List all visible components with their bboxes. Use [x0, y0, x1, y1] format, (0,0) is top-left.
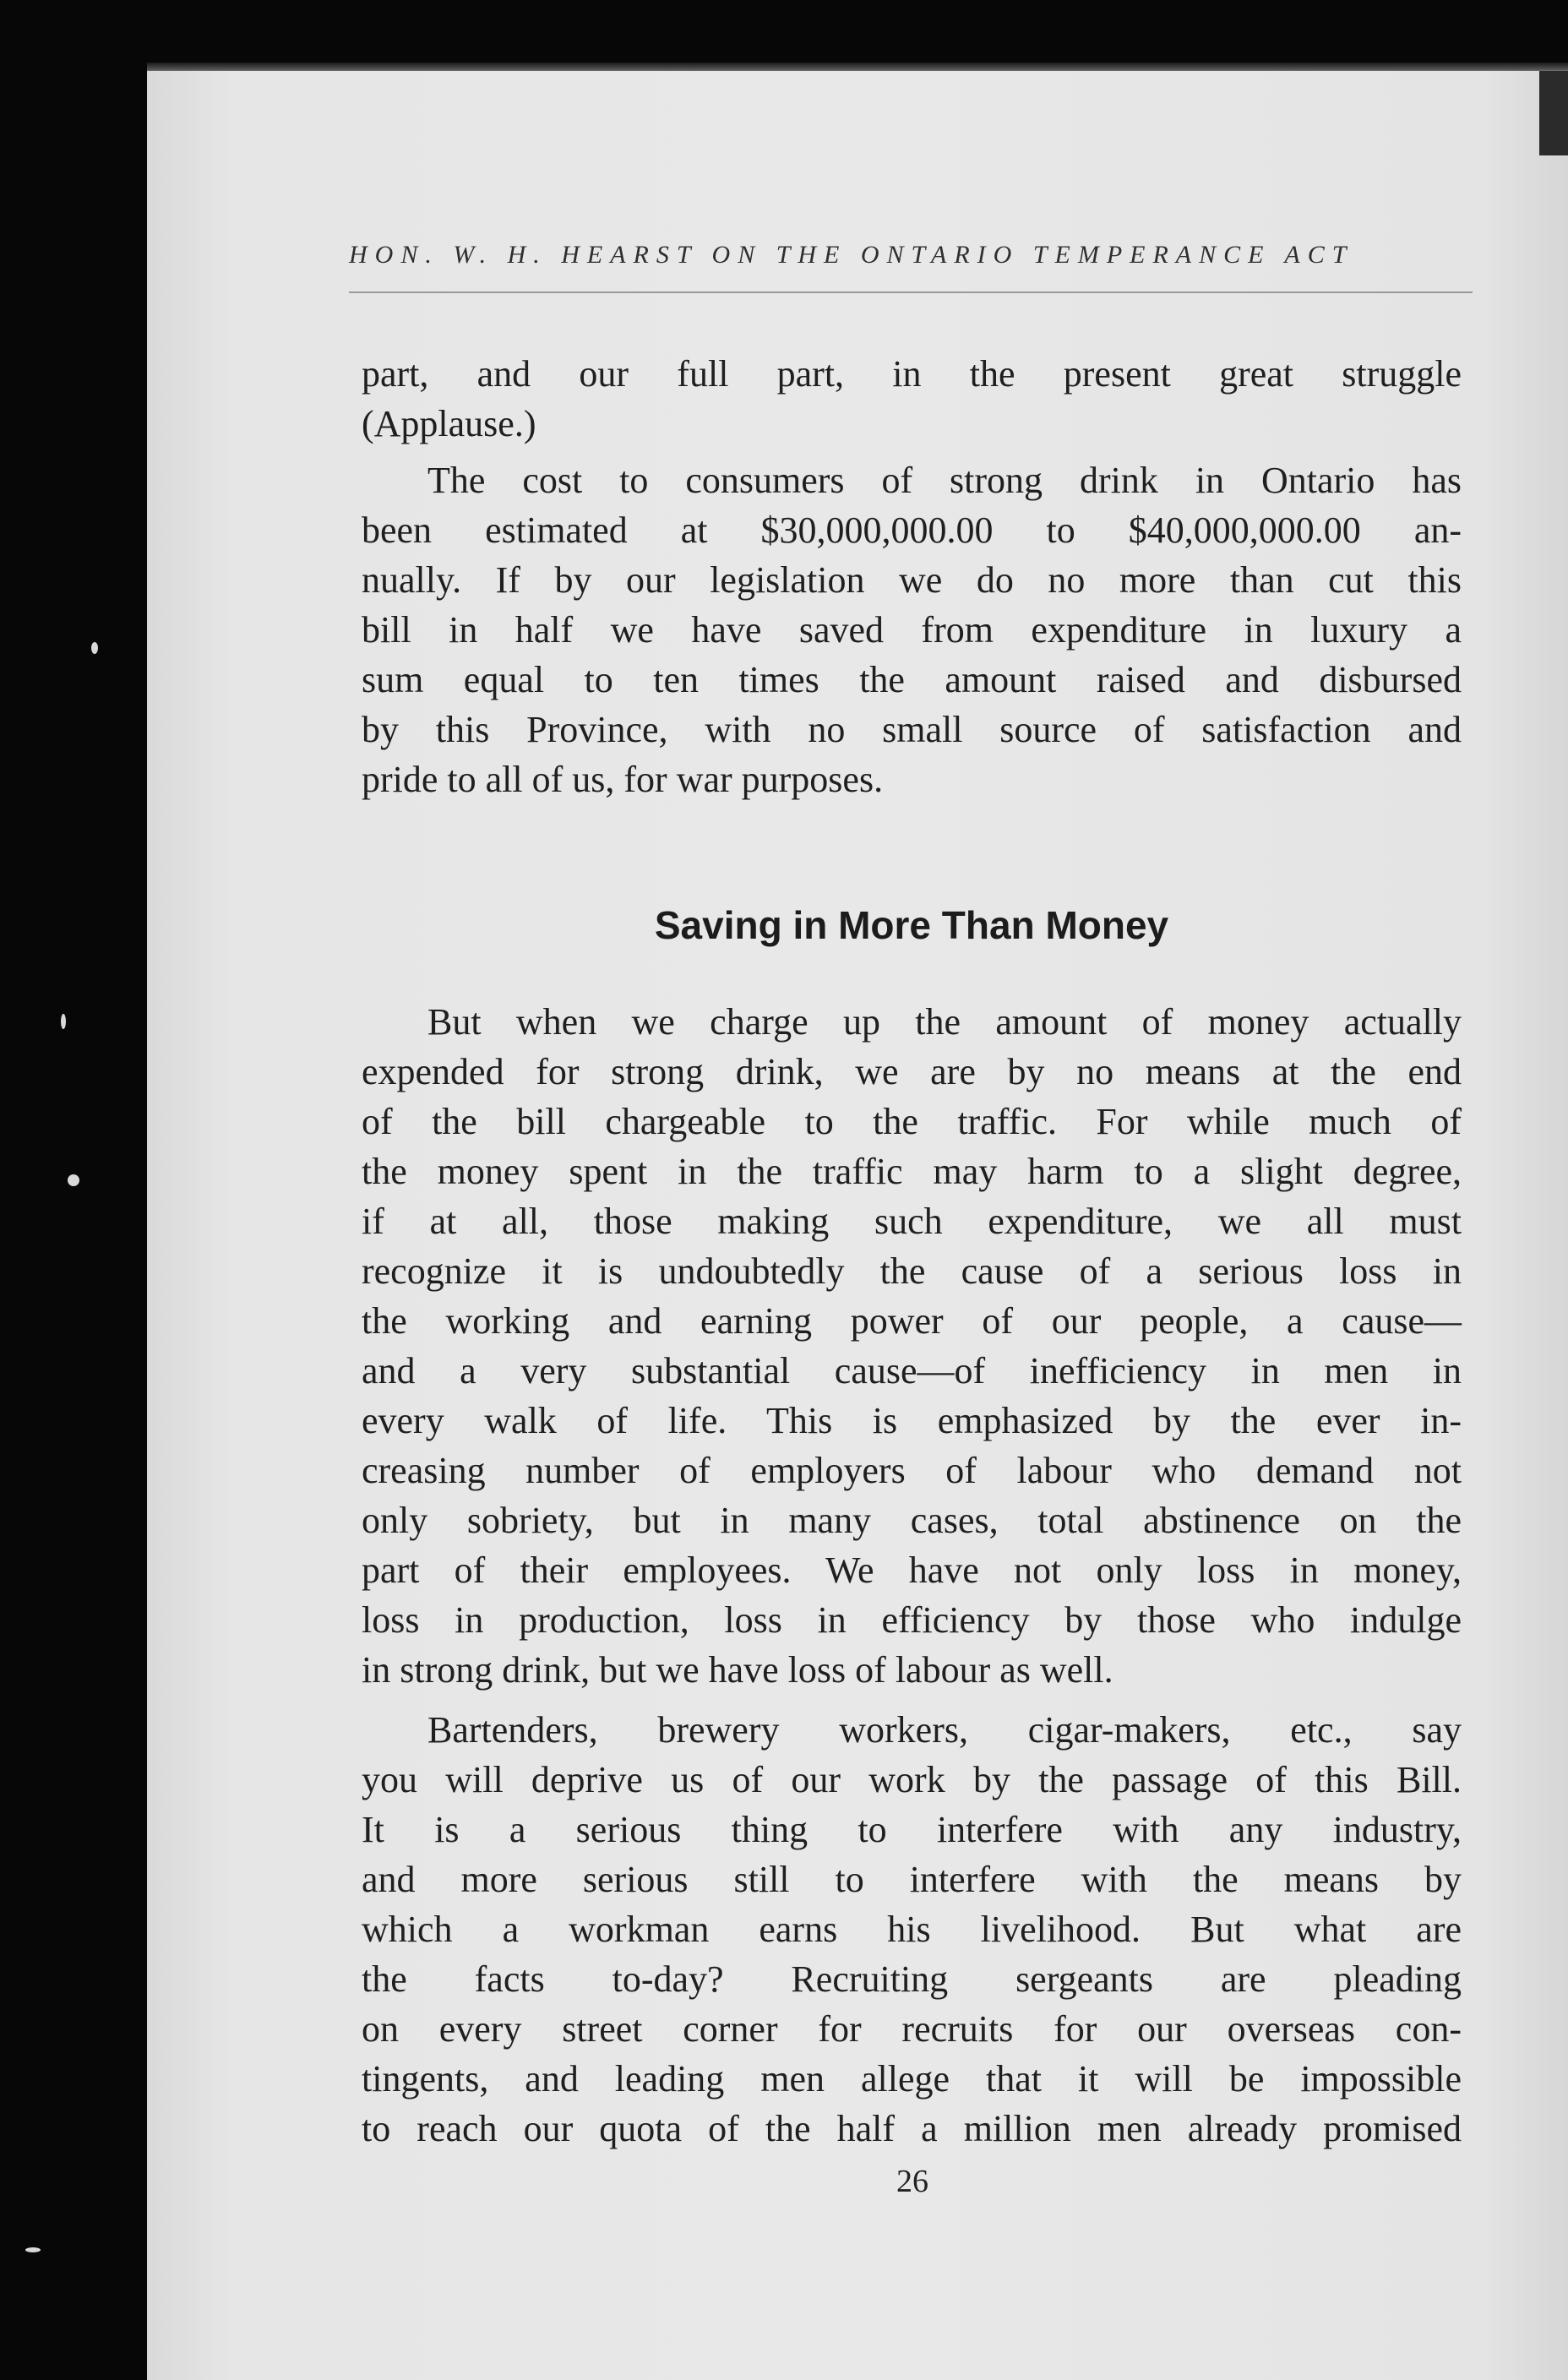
- text-line: the facts to-day? Recruiting sergeants are pleading: [362, 1958, 1462, 2000]
- page-number: 26: [896, 2164, 928, 2199]
- text-line: sum equal to ten times the amount raised and disbursed: [362, 659, 1462, 700]
- text-line: if at all, those making such expenditure, we all must: [362, 1201, 1462, 1242]
- text-line: the working and earning power of our people, a cause—: [362, 1300, 1462, 1342]
- paragraph-2: [362, 455, 1462, 804]
- text-line: But when we charge up the amount of money actually: [427, 1001, 1462, 1043]
- scan-speck: [25, 2247, 41, 2252]
- text-line: part, and our full part, in the present great struggle: [362, 353, 1462, 395]
- scan-speck: [61, 1014, 66, 1029]
- paragraph-3: [362, 997, 1462, 1695]
- text-line: in strong drink, but we have loss of labour as well.: [362, 1649, 1113, 1691]
- running-header: HON. W. H. HEARST ON THE ONTARIO TEMPERANCE ACT: [349, 241, 1354, 269]
- scan-speck: [91, 642, 98, 654]
- text-line: Bartenders, brewery workers, cigar-makers, etc., say: [427, 1709, 1462, 1751]
- text-line: part of their employees. We have not only loss in money,: [362, 1549, 1462, 1591]
- text-line: bill in half we have saved from expenditure in luxury a: [362, 609, 1462, 651]
- text-line: every walk of life. This is emphasized by the ever in-: [362, 1400, 1462, 1441]
- text-line: the money spent in the traffic may harm to a slight degree,: [362, 1151, 1462, 1192]
- text-line: tingents, and leading men allege that it will be impossible: [362, 2058, 1462, 2100]
- text-line: nually. If by our legislation we do no more than cut this: [362, 559, 1462, 601]
- text-line: and more serious still to interfere with the means by: [362, 1859, 1462, 1900]
- text-line: It is a serious thing to interfere with any industry,: [362, 1809, 1462, 1850]
- text-line: by this Province, with no small source of satisfaction and: [362, 709, 1462, 750]
- text-line: loss in production, loss in efficiency by those who indulge: [362, 1599, 1462, 1641]
- text-line: and a very substantial cause—of inefficiency in men in: [362, 1350, 1462, 1392]
- scan-speck: [68, 1174, 79, 1186]
- section-heading: Saving in More Than Money: [654, 903, 1169, 947]
- paragraph-1: [362, 349, 1462, 449]
- text-line: The cost to consumers of strong drink in Ontario has: [427, 460, 1462, 501]
- text-line: recognize it is undoubtedly the cause of a serious loss in: [362, 1250, 1462, 1292]
- text-line: only sobriety, but in many cases, total abstinence on the: [362, 1500, 1462, 1541]
- header-rule: [349, 291, 1473, 293]
- text-line: on every street corner for recruits for our overseas con-: [362, 2008, 1462, 2050]
- text-line: you will deprive us of our work by the passage of this Bill.: [362, 1759, 1462, 1800]
- text-line: been estimated at $30,000,000.00 to $40,000,000.00 an-: [362, 509, 1462, 551]
- text-line: pride to all of us, for war purposes.: [362, 759, 884, 800]
- text-line: of the bill chargeable to the traffic. For while much of: [362, 1101, 1462, 1142]
- scan-edge-strip: [1539, 71, 1568, 155]
- paragraph-4: [362, 1705, 1462, 2154]
- text-line: which a workman earns his livelihood. But what are: [362, 1909, 1462, 1950]
- text-line: creasing number of employers of labour who demand not: [362, 1450, 1462, 1491]
- text-line: expended for strong drink, we are by no means at the end: [362, 1051, 1462, 1092]
- text-line: to reach our quota of the half a million men already promised: [362, 2108, 1462, 2149]
- text-line: (Applause.): [362, 403, 536, 444]
